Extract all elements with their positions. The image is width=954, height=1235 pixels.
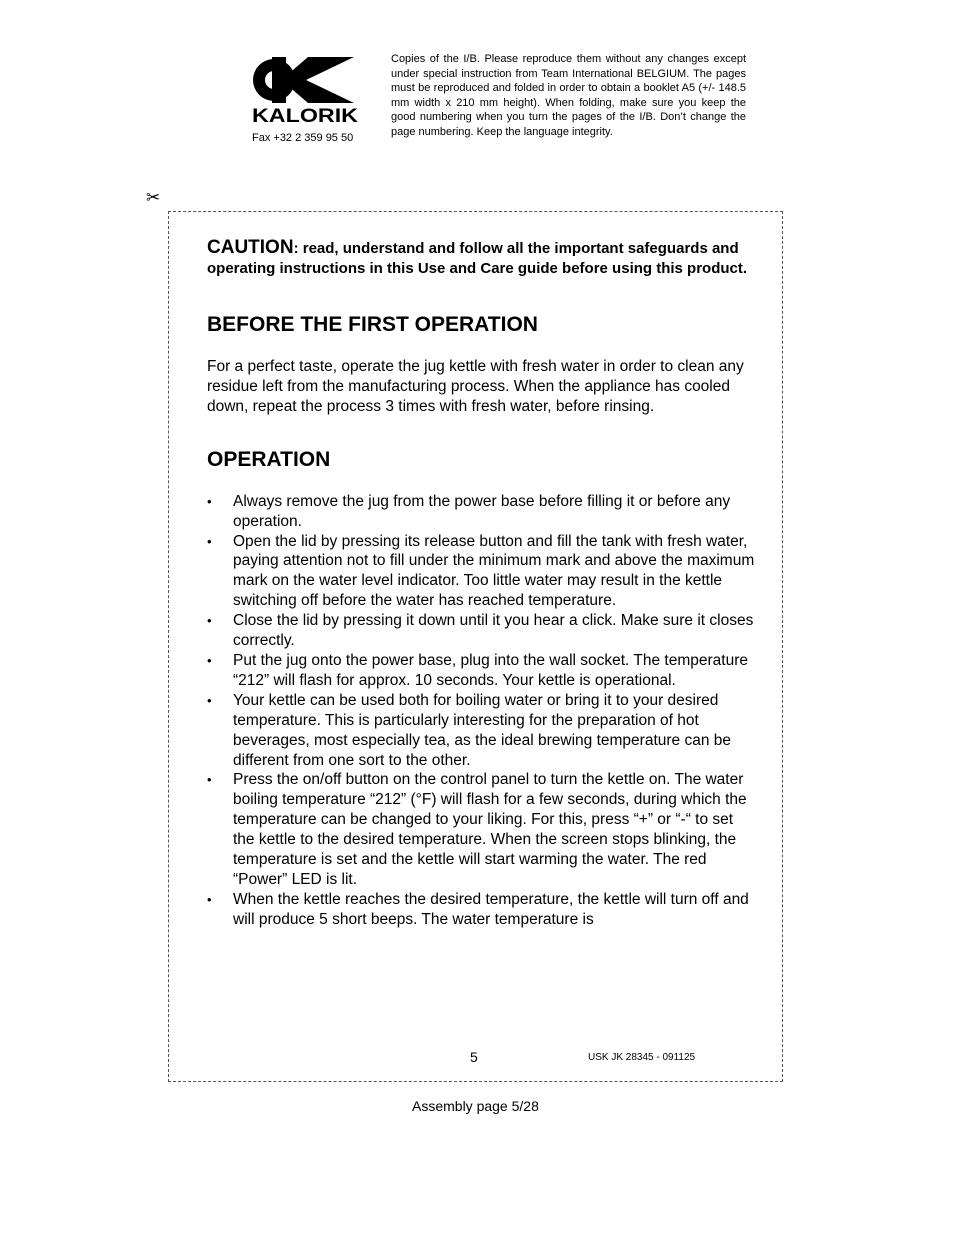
page-number: 5	[470, 1049, 478, 1065]
heading-before-first-operation: BEFORE THE FIRST OPERATION	[207, 313, 538, 336]
reproduction-notice: Copies of the I/B. Please reproduce them without any changes except under special instruction from Team International BELGIUM. The pages must be reproduced and folded in order to obtain a booklet A5 (+/- 148.5 mm width x 210 mm height). When folding, make sure you keep the good numbering when you turn the pages of the I/B. Don’t change the page numbering. Keep the language integrity.	[391, 53, 746, 138]
page-content	[207, 238, 757, 930]
document-code: USK JK 28345 - 091125	[588, 1052, 696, 1063]
fax-number: Fax +32 2 359 95 50	[252, 132, 354, 144]
logo-wordmark: KALORIK	[252, 106, 359, 125]
scissors-icon: ✂	[146, 188, 161, 207]
list-item-text: Open the lid by pressing its release button and fill the tank with fresh water, paying attention not to fill under the minimum mark and above the maximum mark on the water level indicator. Too little water may result in the kettle switching off before the water has reached temperature.	[233, 532, 755, 610]
kalorik-logo-mark	[250, 55, 360, 125]
list-item	[207, 611, 757, 651]
list-item	[207, 532, 757, 612]
before-operation-paragraph: For a perfect taste, operate the jug kettle with fresh water in order to clean any residue left from the manufacturing process. When the appliance has cooled down, repeat the process 3 times with fresh water, before rinsing.	[207, 358, 744, 415]
caution-text: : read, understand and follow all the important safeguards and operating instructions in this Use and Care guide before using this product.	[207, 240, 748, 277]
caution-statement	[207, 238, 757, 279]
bullet-icon: •	[207, 613, 212, 629]
list-item-text: Put the jug onto the power base, plug into the wall socket. The temperature “212” will flash for approx. 10 seconds. Your kettle is operational.	[233, 651, 748, 689]
list-item	[207, 770, 757, 889]
bullet-icon: •	[207, 493, 212, 509]
list-item	[207, 492, 757, 532]
bullet-icon: •	[207, 772, 212, 788]
caution-word: CAUTION	[207, 237, 294, 258]
list-item	[207, 691, 757, 771]
bullet-icon: •	[207, 533, 212, 549]
list-item-text: Press the on/off button on the control panel to turn the kettle on. The water boiling temperature “212” (°F) will flash for a few seconds, during which the temperature can be changed to your liking. For this, press “+” or “-“ to set the kettle to the desired temperature. When the screen stops blinking, the temperature is set and the kettle will start warming the water. The red “Power” LED is lit.	[233, 771, 747, 888]
bullet-icon: •	[207, 652, 212, 668]
list-item-text: Always remove the jug from the power base before filling it or before any operation.	[233, 492, 731, 530]
list-item	[207, 651, 757, 691]
assembly-page-label: Assembly page 5/28	[412, 1098, 539, 1114]
list-item-text: Your kettle can be used both for boiling water or bring it to your desired temperature. This is particularly interesting for the preparation of hot beverages, most especially tea, as the ideal brewing temperature can be different from one sort to the other.	[233, 691, 732, 769]
bullet-icon: •	[207, 692, 212, 708]
list-item-text: Close the lid by pressing it down until it you hear a click. Make sure it closes correctly.	[233, 612, 754, 650]
list-item-text: When the kettle reaches the desired temperature, the kettle will turn off and will produce 5 short beeps. The water temperature is	[233, 890, 749, 928]
bullet-icon: •	[207, 891, 212, 907]
kalorik-logo	[250, 55, 360, 125]
operation-list	[207, 492, 757, 930]
list-item	[207, 890, 757, 930]
heading-operation: OPERATION	[207, 447, 331, 471]
